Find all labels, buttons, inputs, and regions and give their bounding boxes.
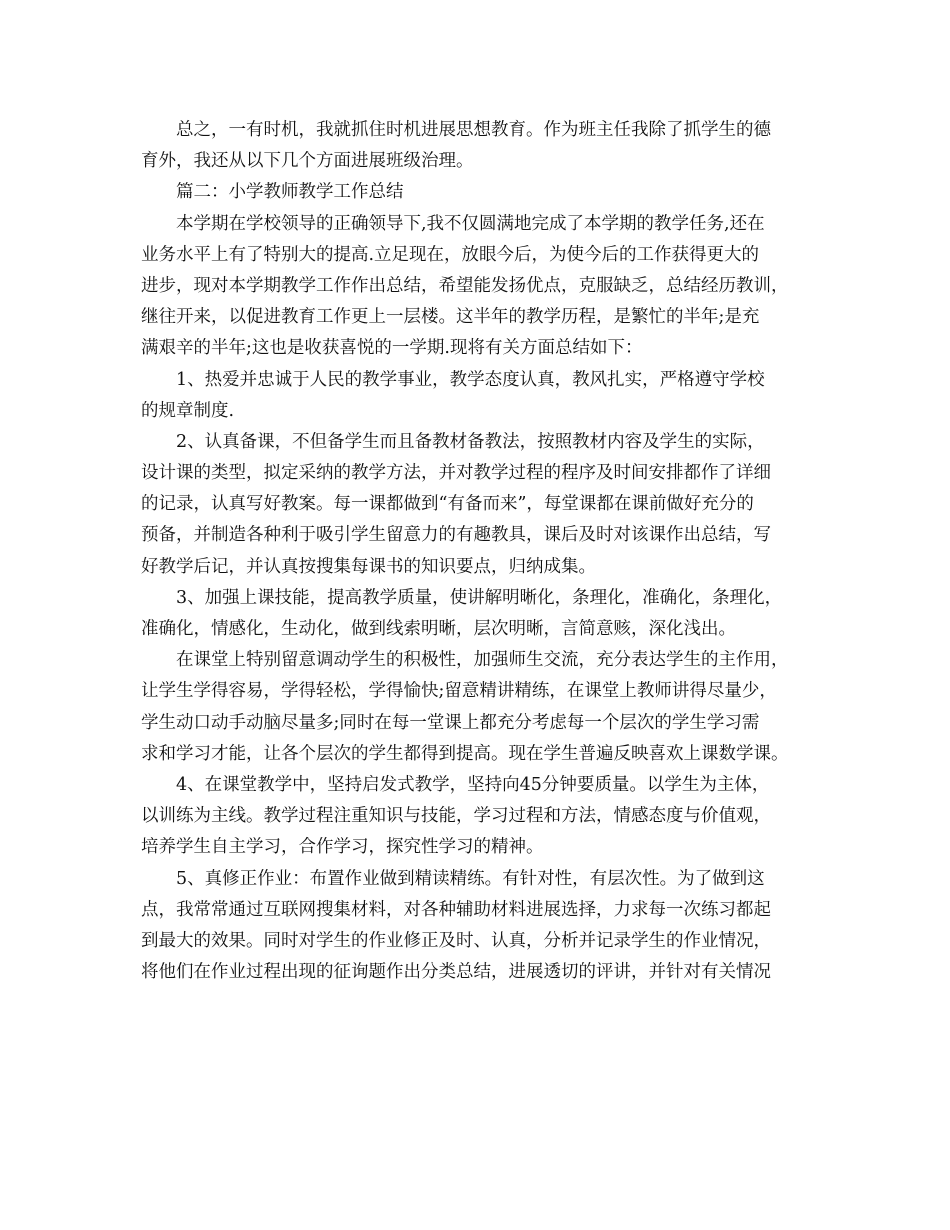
document-body [141, 115, 811, 988]
text-line: 育外，我还从以下几个方面进展班级治理。 [141, 151, 474, 172]
text-line: 总之，一有时机，我就抓住时机进展思想教育。作为班主任我除了抓学生的德 [176, 120, 771, 140]
text-line: 的规章制度. [141, 400, 235, 421]
text-line: 点，我常常通过互联网搜集材料，对各种辅助材料进展选择，力求每一次练习都起 [141, 899, 771, 920]
text-line: 4、在课堂教学中，坚持启发式教学，坚持向45分钟要质量。以学生为主体， [176, 774, 770, 795]
text-line: 好教学后记，并认真按搜集每课书的知识要点，归纳成集。 [141, 556, 596, 577]
text-line: 5、真修正作业：布置作业做到精读精练。有针对性，有层次性。为了做到这 [176, 868, 765, 889]
text-line: 学生动口动手动脑尽量多;同时在每一堂课上都充分考虑每一个层次的学生学习需 [141, 712, 760, 733]
text-line: 在课堂上特别留意调动学生的积极性，加强师生交流，充分表达学生的主作用， [176, 650, 789, 671]
text-line: 到最大的效果。同时对学生的作业修正及时、认真，分析并记录学生的作业情况， [141, 930, 771, 951]
text-line: 的记录，认真写好教案。每一课都做到“有备而来”，每堂课都在课前做好充分的 [141, 494, 754, 515]
text-line: 以训练为主线。教学过程注重知识与技能，学习过程和方法，情感态度与价值观， [141, 806, 771, 827]
text-line: 培养学生自主学习，合作学习，探究性学习的精神。 [141, 837, 544, 858]
text-line: 设计课的类型，拟定采纳的教学方法，并对教学过程的程序及时间安排都作了详细 [141, 463, 771, 484]
text-line: 继往开来，以促进教育工作更上一层楼。这半年的教学历程，是繁忙的半年;是充 [141, 307, 760, 328]
text-line: 预备，并制造各种利于吸引学生留意力的有趣教具，课后及时对该课作出总结，写 [141, 525, 771, 546]
text-line: 1、热爱并忠诚于人民的教学事业，教学态度认真，教风扎实，严格遵守学校 [176, 369, 765, 390]
text-line: 本学期在学校领导的正确领导下,我不仅圆满地完成了本学期的教学任务,还在 [176, 213, 765, 234]
text-line: 让学生学得容易，学得轻松，学得愉快;留意精讲精练，在课堂上教师讲得尽量少， [141, 681, 777, 702]
text-line: 进步，现对本学期教学工作作出总结，希望能发扬优点，克服缺乏，总结经历教训， [141, 275, 789, 296]
text-line: 3、加强上课技能，提高教学质量，使讲解明晰化，条理化，准确化，条理化， [176, 587, 783, 608]
text-line: 2、认真备课，不但备学生而且备教材备教法，按照教材内容及学生的实际， [176, 431, 765, 452]
text-line: 业务水平上有了特别大的提高.立足现在，放眼今后，为使今后的工作获得更大的 [141, 244, 760, 265]
text-line: 满艰辛的半年;这也是收获喜悦的一学期.现将有关方面总结如下： [141, 338, 643, 359]
text-line: 准确化，情感化，生动化，做到线索明晰，层次明晰，言简意赅，深化浅出。 [141, 619, 736, 639]
text-line: 将他们在作业过程出现的征询题作出分类总结，进展透切的评讲，并针对有关情况 [141, 962, 771, 983]
text-line: 篇二：小学教师教学工作总结 [176, 182, 404, 203]
text-line: 求和学习才能，让各个层次的学生都得到提高。现在学生普遍反映喜欢上课数学课。 [141, 743, 789, 764]
